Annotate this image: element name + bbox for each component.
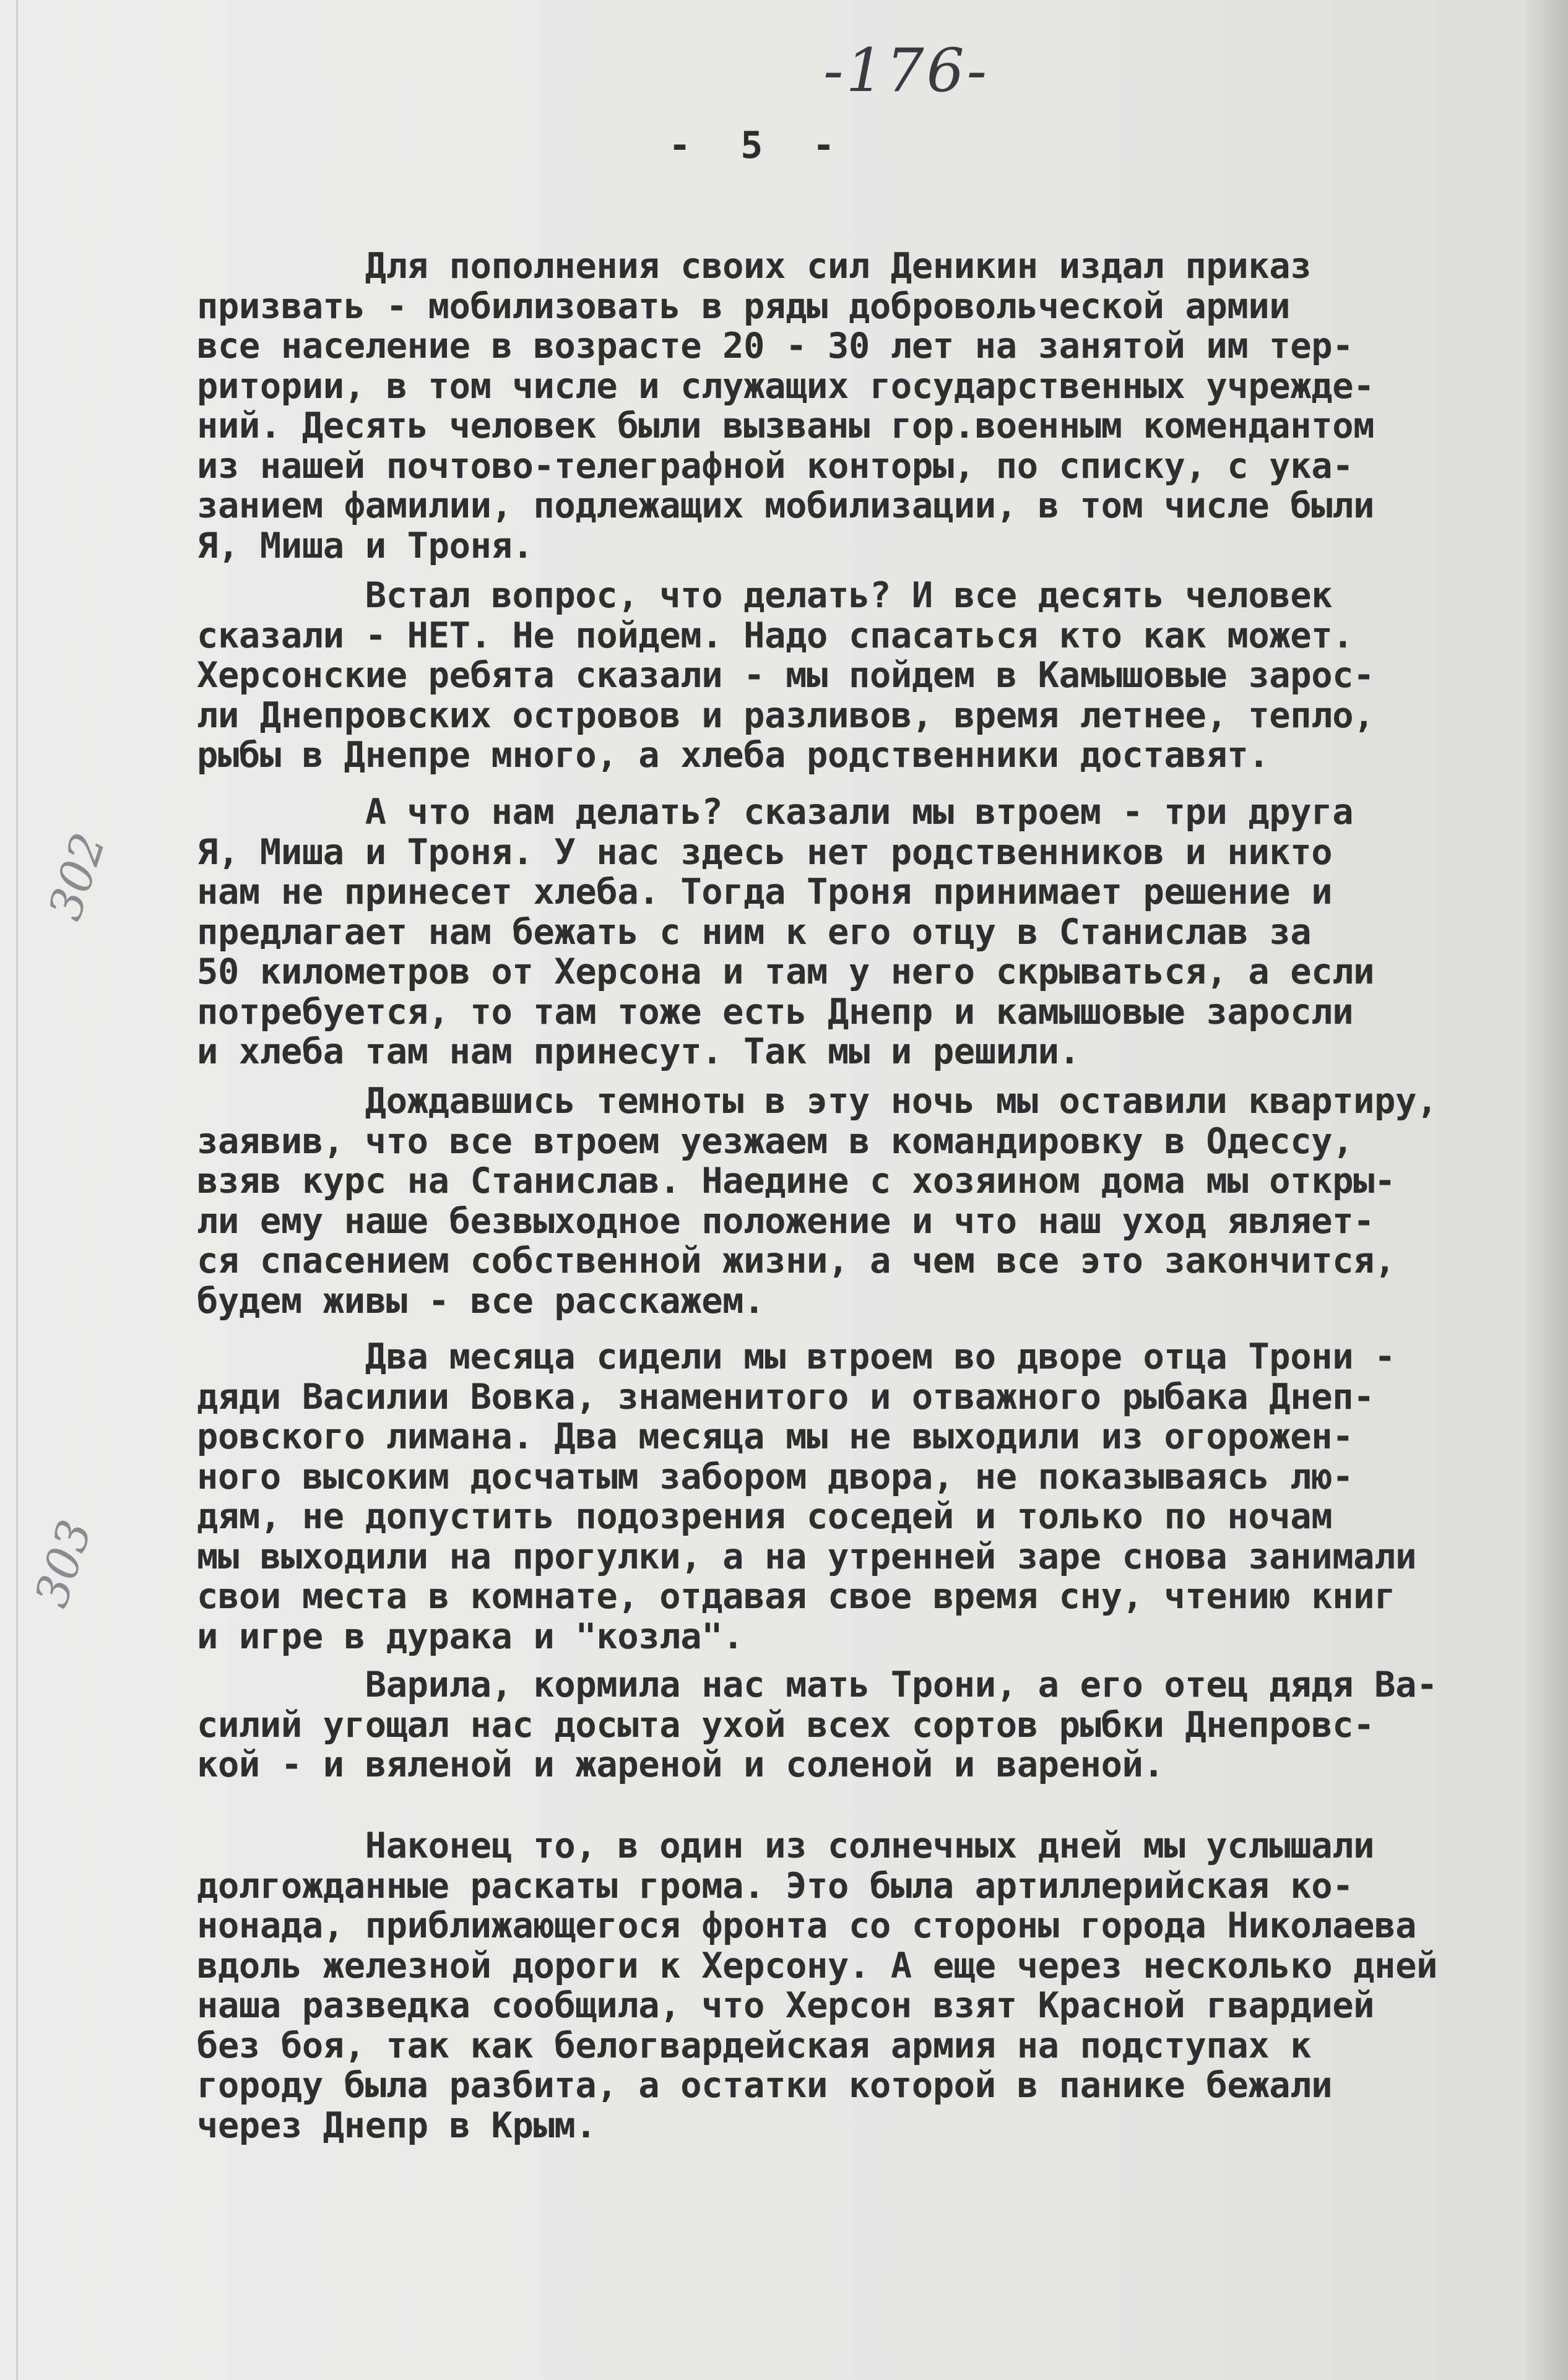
page-edge-line (16, 0, 18, 2380)
handwritten-archive-number: -176- (823, 36, 990, 105)
paragraph: Встал вопрос, что делать? И все десять человек сказали - НЕТ. Не пойдем. Надо спасаться кто как может. Херсонские ребята сказали - мы пойдем в Камышовые зарос- ли Днепровских островов и разливов, время летнее, тепло, рыбы в Днепре много, а хлеба родственники доставят. (197, 575, 1375, 776)
paragraph: Для пополнения своих сил Деникин издал приказ призвать - мобилизовать в ряды добровольческой армии все население в возрасте 20 - 30 лет на занятой им тер- ритории, в том числе и служащих государственных учрежде- ний. Десять человек были вызваны гор.военным комендантом из нашей почтово-телеграфной конторы, по списку, с ука- занием фамилии, подлежащих мобилизации, в том числе были Я, Миша и Троня. (197, 246, 1375, 566)
margin-note-pencil: 302 (38, 826, 116, 927)
margin-note-pencil: 303 (25, 1513, 103, 1614)
paragraph: Варила, кормила нас мать Трони, а его отец дядя Ва- силий угощал нас досыта ухой всех сортов рыбки Днепровс- кой - и вяленой и жареной и соленой и вареной. (197, 1664, 1438, 1785)
paragraph: Два месяца сидели мы втроем во дворе отца Трони - дяди Василии Вовка, знаменитого и отважного рыбака Днеп- ровского лимана. Два месяца мы не выходили из огорожен- ного высоким досчатым забором двора, не показываясь лю- дям, не допустить подозрения соседей и только по ночам мы выходили на прогулки, а на утренней заре снова занимали свои места в комнате, отдавая свое время сну, чтению книг и игре в дурака и "козла". (197, 1336, 1417, 1657)
paragraph: А что нам делать? сказали мы втроем - три друга Я, Миша и Троня. У нас здесь нет родственников и никто нам не принесет хлеба. Тогда Троня принимает решение и предлагает нам бежать с ним к его отцу в Станислав за 50 километров от Херсона и там у него скрываться, а если потребуется, то там тоже есть Днепр и камышовые заросли и хлеба там нам принесут. Так мы и решили. (197, 792, 1375, 1072)
page-number: - 5 - (669, 124, 849, 167)
paragraph: Дождавшись темноты в эту ночь мы оставили квартиру, заявив, что все втроем уезжаем в командировку в Одессу, взяв курс на Станислав. Наедине с хозяином дома мы откры- ли ему наше безвыходное положение и что наш уход являет- ся спасением собственной жизни, а чем все это закончится, будем живы - все расскажем. (197, 1081, 1438, 1322)
paragraph: Наконец то, в один из солнечных дней мы услышали долгожданные раскаты грома. Это была артиллерийская ко- нонада, приближающегося фронта со стороны города Николаева вдоль железной дороги к Херсону. А еще через несколько дней наша разведка сообщила, что Херсон взят Красной гвардией без боя, так как белогвардейская армия на подступах к городу была разбита, а остатки которой в панике бежали через Днепр в Крым. (197, 1825, 1438, 2146)
